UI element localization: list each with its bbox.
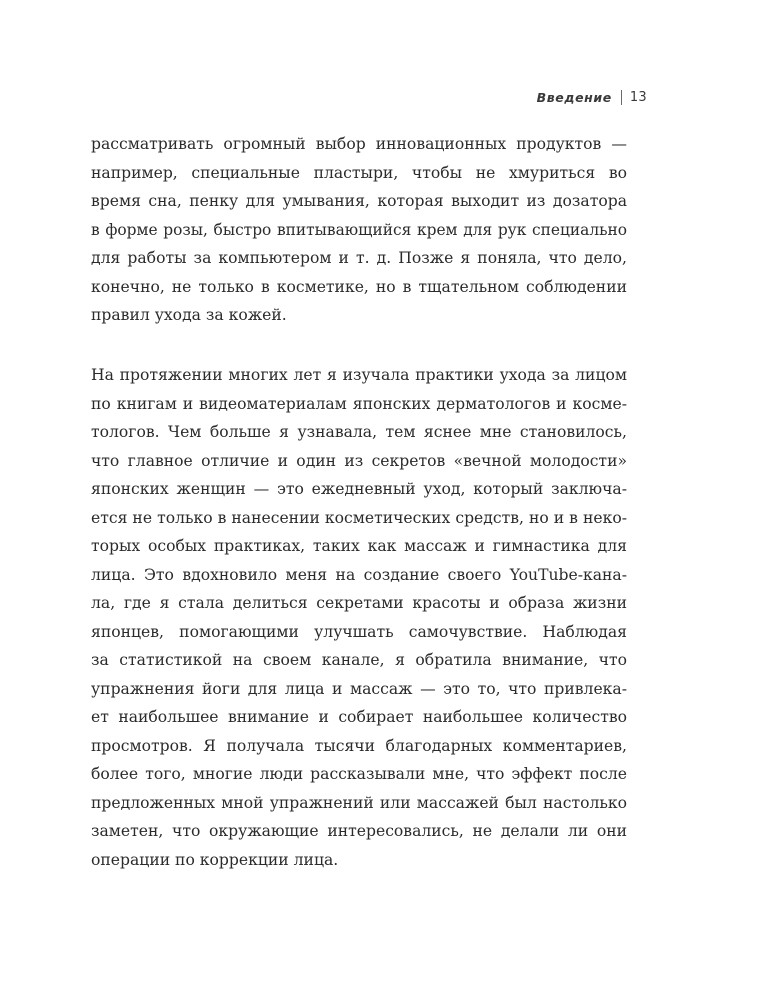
paragraph-2: [91, 361, 627, 874]
text-line: время сна, пенку для умывания, которая выходит из дозатора: [91, 192, 627, 210]
text-line: ла, где я стала делиться секретами красоты и образа жизни: [91, 594, 627, 612]
section-title: Введение: [536, 89, 612, 105]
text-line: для работы за компьютером и т. д. Позже я поняла, что дело,: [91, 249, 627, 267]
running-header: [537, 87, 647, 107]
text-line: по книгам и видеоматериалам японских дерматологов и косме-: [91, 394, 627, 413]
text-line: в форме розы, быстро впитывающийся крем для рук специально: [91, 220, 627, 239]
text-line: конечно, не только в косметике, но в тщательном соблюдении: [91, 277, 627, 296]
text-line: На протяжении многих лет я изучала практики ухода за лицом: [91, 366, 627, 384]
paragraph-1: [91, 130, 627, 330]
text-line: упражнения йоги для лица и массаж — это то, что привлека-: [91, 679, 627, 698]
text-line: например, специальные пластыри, чтобы не хмуриться во: [91, 163, 627, 182]
text-line: ется не только в нанесении косметических средств, но и в неко-: [91, 508, 627, 527]
text-line: тологов. Чем больше я узнавала, тем яснее мне становилось,: [91, 423, 627, 441]
text-line: за статистикой на своем канале, я обратила внимание, что: [91, 651, 627, 669]
page-number: 13: [629, 89, 647, 105]
text-line: японских женщин — это ежедневный уход, который заключа-: [91, 480, 627, 498]
text-line: заметен, что окружающие интересовались, не делали ли они: [91, 822, 627, 840]
text-line: лица. Это вдохновило меня на создание своего YouTube-кана-: [91, 565, 627, 584]
text-line: операции по коррекции лица.: [91, 850, 339, 869]
text-line: ет наибольшее внимание и собирает наибольшее количество: [91, 708, 627, 726]
text-line: просмотров. Я получала тысячи благодарных комментариев,: [91, 736, 627, 755]
header-divider: [621, 90, 622, 105]
text-line: японцев, помогающими улучшать самочувствие. Наблюдая: [91, 622, 627, 641]
text-line: предложенных мной упражнений или массажей был настолько: [91, 793, 627, 812]
text-line: более того, многие люди рассказывали мне, что эффект после: [91, 765, 627, 783]
text-line: что главное отличие и один из секретов «вечной молодости»: [91, 451, 627, 470]
text-line: рассматривать огромный выбор инновационных продуктов —: [91, 135, 627, 153]
text-line: торых особых практиках, таких как массаж и гимнастика для: [91, 537, 627, 555]
text-line: правил ухода за кожей.: [91, 306, 287, 324]
